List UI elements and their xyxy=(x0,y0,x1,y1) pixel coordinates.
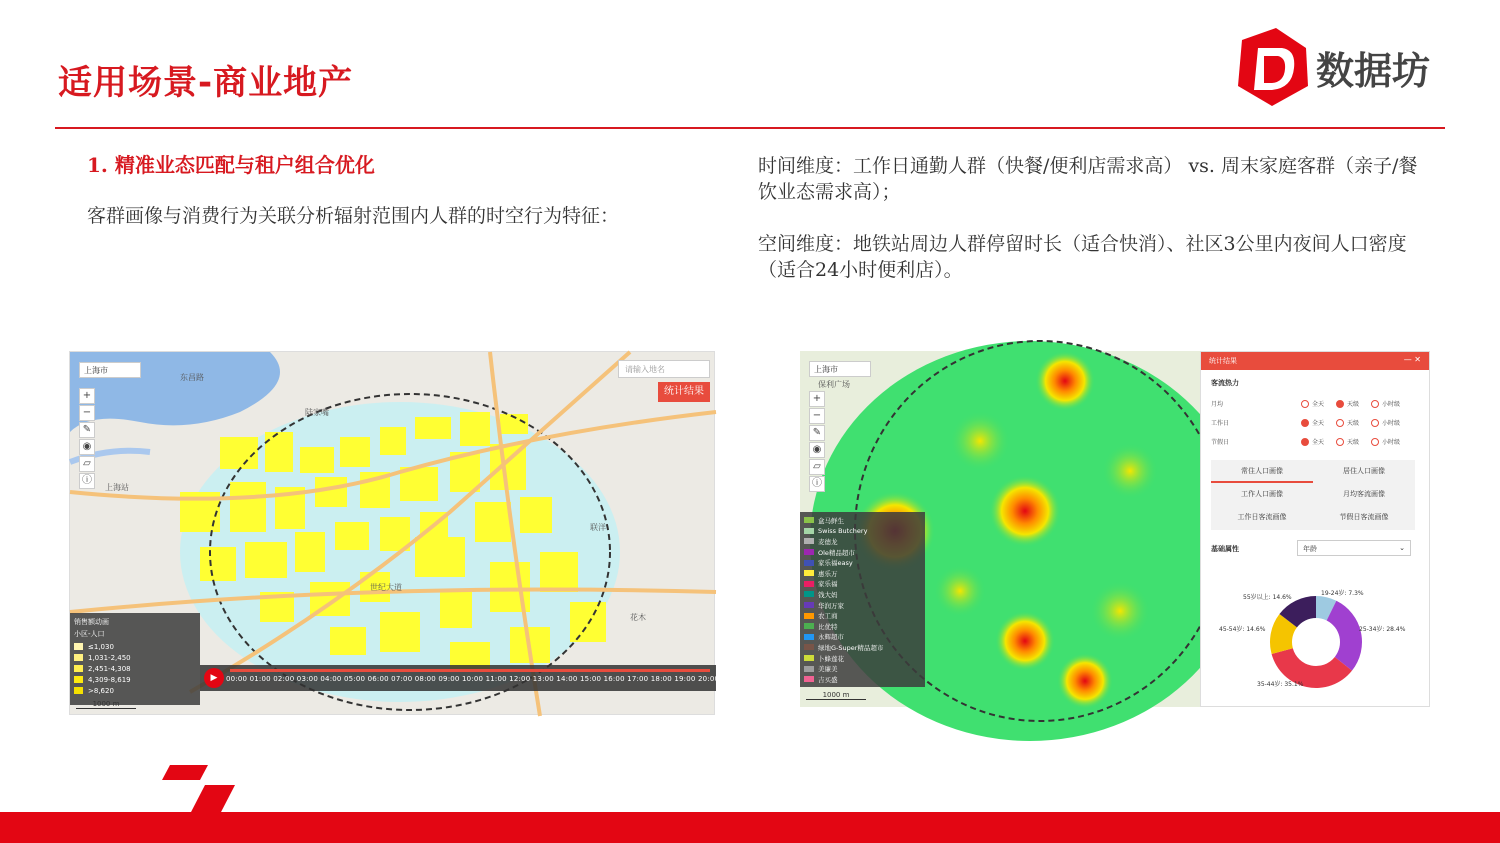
age-donut-chart xyxy=(1201,582,1431,702)
timeline-labels: 00:00 01:00 02:00 03:00 04:00 05:00 06:00 07:00 08:00 09:00 10:00 11:00 12:00 13:00 14:00 15:00 16:00 17:00 18:00 19:00 20:00 21:00 22:00 23:00 xyxy=(226,675,790,683)
timeline-track[interactable] xyxy=(230,669,710,672)
radio-row: 工作日 全天 天级 小时级 xyxy=(1211,413,1429,432)
radio-option[interactable]: 小时级 xyxy=(1371,399,1406,408)
globe-icon[interactable]: ◉ xyxy=(809,442,825,458)
legend-item: 美廉美 xyxy=(804,663,921,674)
zoom-out-icon[interactable]: − xyxy=(809,408,825,424)
tab-living[interactable]: 居住人口画像 xyxy=(1343,467,1385,475)
legend-subtitle: 小区-人口 xyxy=(74,630,105,638)
legend-item: 卜蜂莲花 xyxy=(804,653,921,664)
minimize-close-icon[interactable]: — ✕ xyxy=(1403,355,1421,364)
map1-legend xyxy=(70,613,200,705)
map-label: 世纪大道 xyxy=(370,583,402,592)
slice-label: 55岁以上: 14.6% xyxy=(1243,594,1292,601)
section-intro: 客群画像与消费行为关联分析辐射范围内人群的时空行为特征： xyxy=(87,205,620,227)
scale-bar: 1000 m xyxy=(76,700,136,709)
legend-item: 钱大妈 xyxy=(804,589,921,600)
legend-item: 盒马鲜生 xyxy=(804,515,921,526)
stats-panel xyxy=(1200,351,1430,707)
scale-bar: 1000 m xyxy=(806,691,866,700)
donut-svg xyxy=(1201,582,1431,702)
time-slider[interactable] xyxy=(200,665,790,691)
legend-item: 1,031-2,450 xyxy=(74,652,196,663)
attr-select[interactable]: 年龄 ⌄ xyxy=(1297,540,1411,556)
legend-item: 4,309-8,619 xyxy=(74,674,196,685)
stat-result-button[interactable]: 统计结果 xyxy=(658,382,710,402)
info-icon[interactable]: ⓘ xyxy=(809,476,825,492)
radio-option[interactable]: 天级 xyxy=(1336,399,1371,408)
portrait-tabs xyxy=(1211,460,1415,530)
zoom-out-icon[interactable]: − xyxy=(79,405,95,421)
radio-option[interactable]: 全天 xyxy=(1301,399,1336,408)
layer-icon[interactable]: ▱ xyxy=(809,459,825,475)
radio-row: 月均 全天 天级 小时级 xyxy=(1211,394,1429,413)
map-label: 东昌路 xyxy=(180,373,204,382)
slice-label: 19-24岁: 7.3% xyxy=(1321,590,1364,597)
legend-item: 吉买盛 xyxy=(804,674,921,685)
time-dimension-text: 时间维度：工作日通勤人群（快餐/便利店需求高） vs. 周末家庭客群（亲子/餐饮业态需求高）； xyxy=(758,155,1418,203)
heat-label: 客流热力 xyxy=(1211,379,1239,387)
footer-bar xyxy=(0,812,1500,843)
city-select[interactable]: 上海市 xyxy=(79,362,141,378)
section-heading: 1. 精准业态匹配与租户组合优化 xyxy=(87,153,375,177)
population-map[interactable] xyxy=(69,351,790,715)
map-tool-column xyxy=(79,388,95,490)
logo-text: 数据坊 xyxy=(1316,49,1431,93)
legend-item: 永辉超市 xyxy=(804,632,921,643)
legend-item: 2,451-4,308 xyxy=(74,663,196,674)
legend-item: 农工商 xyxy=(804,610,921,621)
legend-item: ≤1,030 xyxy=(74,641,196,652)
slice-label: 25-34岁: 28.4% xyxy=(1359,626,1406,633)
zoom-in-icon[interactable]: + xyxy=(809,391,825,407)
map-search-input[interactable]: 请输入地名 xyxy=(618,360,710,378)
dimension-text xyxy=(758,153,1428,309)
play-icon[interactable]: ▶ xyxy=(204,668,224,688)
chevron-down-icon: ⌄ xyxy=(1399,544,1405,552)
radio-row: 节假日 全天 天级 小时级 xyxy=(1211,432,1429,451)
layer-icon[interactable]: ▱ xyxy=(79,456,95,472)
map-label: 陆家嘴 xyxy=(305,408,329,417)
tab-workday[interactable]: 工作日客流画像 xyxy=(1237,513,1287,521)
info-icon[interactable]: ⓘ xyxy=(79,473,95,489)
heat-map[interactable] xyxy=(800,351,1200,707)
page-title: 适用场景-商业地产 xyxy=(58,63,354,103)
radio-option[interactable]: 小时级 xyxy=(1371,437,1406,446)
map-tool-column xyxy=(809,391,825,493)
legend-item: 家乐福 xyxy=(804,579,921,590)
legend-item: 麦德龙 xyxy=(804,536,921,547)
ruler-icon[interactable]: ✎ xyxy=(809,425,825,441)
stats-panel-title: 统计结果 xyxy=(1209,357,1237,365)
tab-holiday[interactable]: 节假日客流画像 xyxy=(1339,513,1389,521)
map-label: 保利广场 xyxy=(818,380,850,389)
heat-radio-grid xyxy=(1211,394,1429,451)
legend-item: >8,620 xyxy=(74,685,196,696)
legend-item: 惠乐万 xyxy=(804,568,921,579)
radio-option[interactable]: 天级 xyxy=(1336,418,1371,427)
map-label: 花木 xyxy=(630,613,646,622)
slice-label: 35-44岁: 35.1% xyxy=(1257,681,1304,688)
tab-resident[interactable]: 常住人口画像 xyxy=(1211,460,1313,483)
radio-option[interactable]: 全天 xyxy=(1301,437,1336,446)
legend-item: 华润万家 xyxy=(804,600,921,611)
tab-working[interactable]: 工作人口画像 xyxy=(1241,490,1283,498)
ruler-icon[interactable]: ✎ xyxy=(79,422,95,438)
globe-icon[interactable]: ◉ xyxy=(79,439,95,455)
legend-item: 绿地G-Super精品超市 xyxy=(804,642,921,653)
zoom-in-icon[interactable]: + xyxy=(79,388,95,404)
stats-panel-header xyxy=(1201,352,1429,370)
legend-item: 家乐福easy xyxy=(804,557,921,568)
city-select[interactable]: 上海市 xyxy=(809,361,871,377)
store-legend xyxy=(800,512,925,687)
legend-title: 销售额动画 xyxy=(74,618,109,626)
legend-item: Ole精品超市 xyxy=(804,547,921,558)
radio-option[interactable]: 小时级 xyxy=(1371,418,1406,427)
tab-monthly[interactable]: 月均客流画像 xyxy=(1343,490,1385,498)
title-divider xyxy=(55,127,1445,129)
legend-item: 比优特 xyxy=(804,621,921,632)
radio-option[interactable]: 全天 xyxy=(1301,418,1336,427)
slice-label: 45-54岁: 14.6% xyxy=(1219,626,1266,633)
radio-option[interactable]: 天级 xyxy=(1336,437,1371,446)
map-label: 联洋 xyxy=(590,523,606,532)
base-attr-label: 基础属性 xyxy=(1211,545,1239,553)
space-dimension-text: 空间维度：地铁站周边人群停留时长（适合快消）、社区3公里内夜间人口密度（适合24小时便利店）。 xyxy=(758,233,1407,281)
map-label: 上海站 xyxy=(105,483,129,492)
legend-item: Swiss Butchery xyxy=(804,526,921,537)
